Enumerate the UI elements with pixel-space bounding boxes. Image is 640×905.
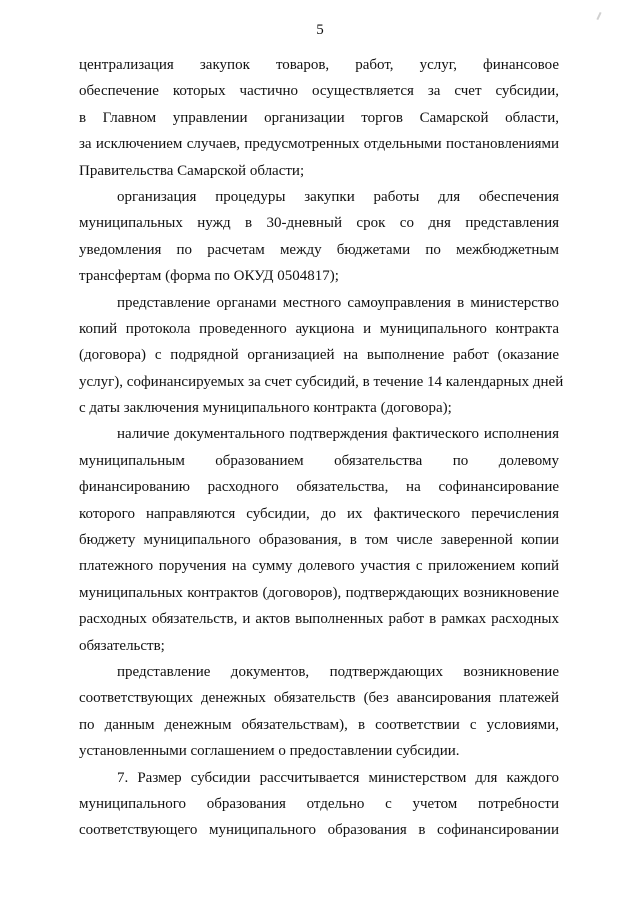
paragraph-subsidy-size <box>79 765 559 844</box>
text-line: обеспечение которых частично осуществляется за счет субсидии, <box>79 83 559 100</box>
document-body <box>79 52 564 844</box>
text-line: соответствующего муниципального образования в софинансировании <box>79 822 559 839</box>
text-line: в Главном управлении организации торгов Самарской области, <box>79 109 559 126</box>
text-line: Правительства Самарской области; <box>79 162 305 179</box>
text-line: за исключением случаев, предусмотренных отдельными постановлениями <box>79 136 559 153</box>
text-line: представление органами местного самоуправления в министерство <box>117 294 559 311</box>
text-line: которого направляются субсидии, до их фактического перечисления <box>79 505 559 522</box>
text-line: наличие документального подтверждения фактического исполнения <box>117 426 559 443</box>
text-line: трансфертам (форма по ОКУД 0504817); <box>79 268 339 285</box>
text-line: централизация закупок товаров, работ, услуг, финансовое <box>79 57 559 73</box>
paragraph-submission-copies <box>79 290 564 422</box>
paragraph-submission-documents <box>79 659 559 765</box>
paragraph-centralization <box>79 52 559 184</box>
text-line: 7. Размер субсидии рассчитывается министерством для каждого <box>117 769 559 786</box>
text-line: организация процедуры закупки работы для обеспечения <box>117 188 559 205</box>
scan-artifact <box>596 12 601 20</box>
text-line: услуг), софинансируемых за счет субсидий, в течение 14 календарных дней <box>79 373 564 390</box>
text-line: муниципальным образованием обязательства по долевому <box>79 452 559 469</box>
text-line: с даты заключения муниципального контракта (договора); <box>79 400 452 417</box>
text-line: обязательств; <box>79 637 165 654</box>
text-line: представление документов, подтверждающих возникновение <box>117 663 559 680</box>
text-line: бюджету муниципального образования, в том числе заверенной копии <box>79 532 559 549</box>
text-line: платежного поручения на сумму долевого участия с приложением копий <box>79 558 559 575</box>
text-line: копий протокола проведенного аукциона и муниципального контракта <box>79 320 559 337</box>
text-line: (договора) с подрядной организацией на выполнение работ (оказание <box>79 347 559 364</box>
text-line: муниципальных контрактов (договоров), подтверждающих возникновение <box>79 584 559 601</box>
text-line: по данным денежным обязательствам), в соответствии с условиями, <box>79 716 559 733</box>
text-line: уведомления по расчетам между бюджетами по межбюджетным <box>79 241 559 258</box>
text-line: муниципального образования отдельно с учетом потребности <box>79 795 559 812</box>
paragraph-documentary-confirmation <box>79 421 559 659</box>
page-number: 5 <box>316 22 324 38</box>
text-line: расходных обязательств, и актов выполненных работ в рамках расходных <box>79 611 559 628</box>
text-line: установленными соглашением о предоставлении субсидии. <box>79 743 460 760</box>
paragraph-procurement-procedure <box>79 184 559 290</box>
text-line: соответствующих денежных обязательств (без авансирования платежей <box>79 690 559 707</box>
text-line: муниципальных нужд в 30-дневный срок со дня представления <box>79 215 559 232</box>
text-line: финансированию расходного обязательства, на софинансирование <box>79 479 559 496</box>
